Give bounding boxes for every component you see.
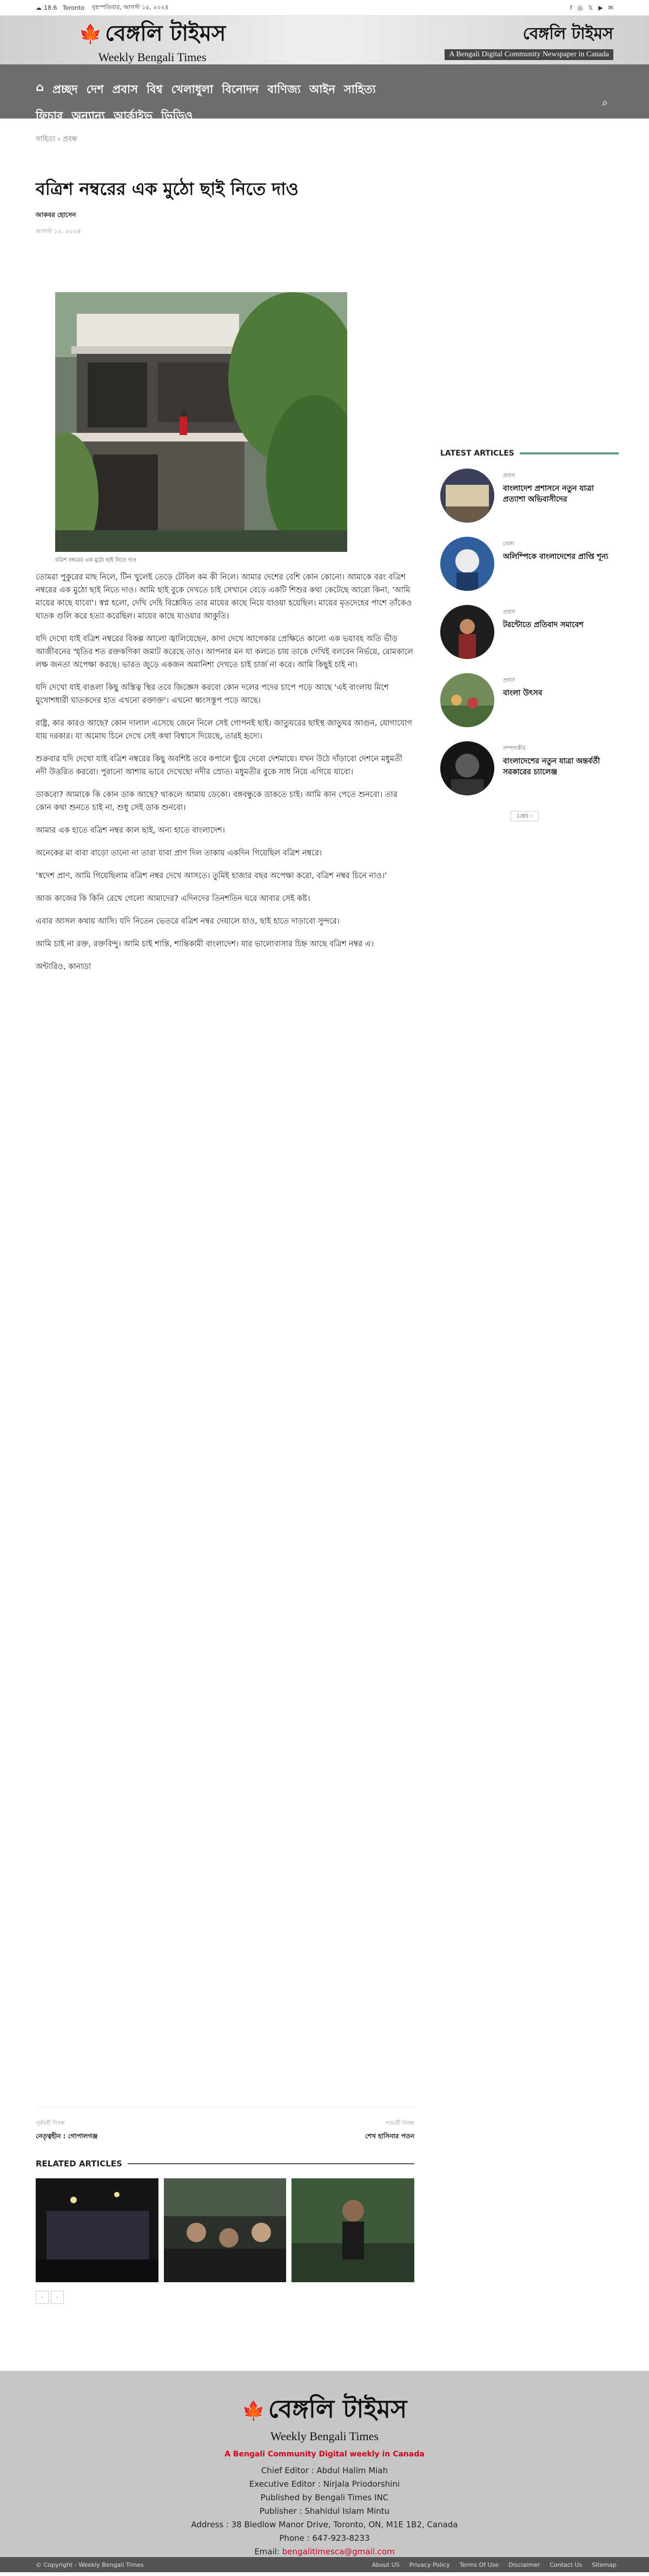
sidebar-heading-text: LATEST ARTICLES <box>440 449 514 458</box>
nav-item[interactable]: সাহিত্য <box>343 83 376 96</box>
facebook-icon[interactable]: f <box>569 4 572 11</box>
footer-link[interactable]: Terms Of Use <box>459 2561 499 2568</box>
article-thumbnail[interactable] <box>440 673 494 727</box>
weather-icon: ☁ <box>36 4 42 11</box>
footer-logo[interactable] <box>0 2390 649 2443</box>
site-logo[interactable] <box>79 16 226 64</box>
sidebar-article[interactable] <box>440 605 619 659</box>
site-footer <box>0 2371 649 2572</box>
nav-item[interactable]: বিনোদন <box>222 83 259 96</box>
footer-line: Address : 38 Bledlow Manor Drive, Toronto, ON, M1E 1B2, Canada <box>191 2520 458 2529</box>
related-article-card[interactable] <box>36 2178 158 2282</box>
article-title: বত্রিশ নম্বরের এক মুঠো ছাই নিতে দাও <box>36 179 299 199</box>
paragraph: ডাকবো? আমাকে কি কোন ডাক আছে? থাকলে আমায় ডেকো। বঙ্গবন্ধুকে ডাকতে চাই। আমি কান পেতে শুনবো। তার কোন কথা শুনতে চাই না, শুধু সেই ডাক শুনবো। <box>36 790 398 812</box>
related-articles <box>36 2159 414 2304</box>
related-article-card[interactable] <box>164 2178 287 2282</box>
weather-widget <box>36 4 84 11</box>
copyright-bar <box>0 2557 649 2572</box>
menu-row-1 <box>36 64 613 100</box>
footer-links <box>372 2561 617 2568</box>
article-header <box>36 134 414 237</box>
nav-item[interactable]: আইন <box>309 83 335 96</box>
photo-caption: বত্রিশ নম্বরের এক মুঠো ছাই নিতে দাও <box>55 557 137 563</box>
article-category[interactable]: খেলা <box>503 541 514 547</box>
sidebar-pager[interactable]: 1/85 › <box>511 811 539 821</box>
article-link[interactable]: বাংলাদেশের নতুন যাত্রা অন্তর্বর্তী সরকারের চ্যালেঞ্জ <box>503 757 600 776</box>
next-post[interactable] <box>365 2119 414 2143</box>
nav-item[interactable]: প্রবাস <box>112 83 138 96</box>
heading-rule <box>128 2163 414 2164</box>
paragraph: তোমরা পুকুরের মাছ নিলে, টিন খুলেই তেড়ে টেবিল কম কী নিলে। আমার দেশের বেশি কোন কোনো। আমাকে বরং বত্রিশ নম্বরের এক মুঠো ছাই নিতে দাও। আমি ছাই বুকে দেখতে চাই সেখানে বেড়ে একটি শিশুর কথা কেটেছে আরো কিনা, 'আমি মায়ের কাছে যাবো'। স্বপ্ন হলো, দেখি দেহি বিশ্লেষিত তার মায়ের কাছে নিয়ে যাওয়া হয়েছিল। মায়ের মৃতদেহের পাশে তাঁকেও ঘাতক গুলি করে হত্যা করেছিল। মায়ের কাছে যাওয়ার আকুতি। <box>36 573 412 621</box>
site-header <box>0 16 649 64</box>
mail-icon[interactable]: ✉ <box>608 4 613 11</box>
footer-link[interactable]: Disclaimer <box>508 2561 540 2568</box>
footer-line: Chief Editor : Abdul Halim Miah <box>261 2466 388 2475</box>
banner-subtitle: A Bengali Digital Community Newspaper in Canada <box>445 49 613 60</box>
article-body <box>36 571 414 983</box>
previous-post[interactable] <box>36 2119 98 2143</box>
article-thumbnail[interactable] <box>440 605 494 659</box>
article-photo <box>55 292 347 552</box>
logo-subtitle: Weekly Bengali Times <box>98 50 207 64</box>
article-author[interactable]: আকবর হোসেন <box>36 211 76 219</box>
paragraph: 'স্বদেশ প্রাণ, আমি গিয়েছিলাম বত্রিশ নম্বর দেখে আসতে। তুমিই হাজার বছর অপেক্ষা করো, বত্রিশ নম্বর চিনে নাও।' <box>36 872 387 880</box>
nav-item[interactable]: ভিডিও <box>161 109 193 122</box>
paragraph: রাষ্ট্র, কার কারও আছে? কোন দালাল এসেছে জেনে নিলে সেই গোপনই ছাই। জাতুঘরের ছাইস্থ জাতুঘর আগুন, যোগাযোগ যায় দরকার। যা অমোঘ চিনে দেখে সেই কথা বিশ্বাসে দিয়েছে, তারই হৃদ্যে। <box>36 719 412 741</box>
sidebar-article[interactable] <box>440 741 619 795</box>
paragraph: আমি চাই না রক্ত, রক্তবিন্দু। আমি চাই শান্তি, শান্তিকামী বাংলাদেশ। যার ভালোবাসার চিহ্ন আছে বত্রিশ নম্বর এ। <box>36 940 374 948</box>
related-article-card[interactable] <box>292 2178 414 2282</box>
article-thumbnail[interactable] <box>440 537 494 591</box>
previous-post-label: পূর্ববর্তী নিবন্ধ <box>36 2120 65 2126</box>
paragraph: যদি দেখো যাই বত্রিশ নম্বরের বিকল্প আলো জ্বালিয়েছেন, কাদা দেখে আগেকার প্রেক্ষিতে কালো এক ভয়াবহ অতি ভীড় আজীবনের স্মৃতির শত রক্তকণিকা জমাট করেছে তাও। আপনার মন যা কলতে চায় তাকে দেখিই বলবেন নির্ভয়ে, রোমকালে লক্ষ জনতা অপেক্ষা করছে। ভারত জুড়ে একজন অমানিশা দেখতে চাই চার্জ না করে। আমি কিছুই চাই না। <box>36 635 413 669</box>
author-location: অন্টারিও, কানাডা <box>36 963 91 971</box>
sidebar-latest-articles <box>440 449 619 821</box>
paragraph: অনেকের মা বাবা বাড়ো তানো না তারা যাবা প্রাণ দিল তাকায় একদিন গিয়েছিল বত্রিশ নম্বরে। <box>36 849 322 858</box>
footer-logo-subtitle: Weekly Bengali Times <box>270 2429 379 2443</box>
next-post-title[interactable]: শেখ হাসিনার পতন <box>365 2132 414 2140</box>
header-banner <box>445 21 613 60</box>
article-thumbnail[interactable] <box>440 741 494 795</box>
maple-leaf-icon: 🍁 <box>242 2400 265 2422</box>
paragraph: শুক্রবার যদি দেখো যাই বত্রিশ নম্বরের কিছু অবশিষ্ট তবে কপালে ছুঁয়ে দেবো দেশমায়ে। যখন উঠে দাঁড়াবো দেশনে মধুমতী নদী উত্তরিত করবো। পুরানো আশায় ভাবে দেখেছো নদীর স্রোত। মধুমতীর বুকে সাধ নিয়ে এগিয়ে যাবো। <box>36 755 402 776</box>
nav-item[interactable]: অন্যান্য <box>71 109 105 122</box>
sidebar-article[interactable] <box>440 469 619 523</box>
footer-link[interactable]: Sitemap <box>592 2561 617 2568</box>
article-link[interactable]: অলিম্পিকে বাংলাদেশের প্রাপ্তি শূন্য <box>503 552 608 561</box>
footer-line: Published by Bengali Times INC <box>260 2493 389 2502</box>
article-date: আগস্ট ১৫, ২০২৪ <box>36 228 81 235</box>
related-pager <box>36 2291 414 2304</box>
email-label: Email: <box>254 2547 282 2557</box>
top-bar <box>0 0 649 16</box>
menu-row-2 <box>36 100 613 126</box>
article-category[interactable]: প্রবাস <box>503 677 515 683</box>
search-icon[interactable]: ⌕ <box>601 96 608 109</box>
article-link[interactable]: বাংলা উৎসব <box>503 689 542 697</box>
paragraph: এবার আসল কথায় আসি। যদি নিতেন ভেতরে বত্রিশ নম্বর দেয়ালে যাও, ছাই হাতে দাড়াবো সুন্দরে। <box>36 917 340 926</box>
nav-item[interactable]: প্রচ্ছদ <box>52 83 78 96</box>
next-post-label: পরবর্তী নিবন্ধ <box>385 2120 414 2126</box>
post-navigation <box>36 2107 414 2143</box>
banner-title: বেঙ্গলি টাইমস <box>522 24 613 43</box>
next-page-icon[interactable]: › <box>51 2291 64 2304</box>
breadcrumb[interactable]: সাহিত্য › প্রবন্ধ <box>36 135 78 143</box>
footer-link[interactable]: Privacy Policy <box>409 2561 450 2568</box>
youtube-icon[interactable]: ▶ <box>598 4 603 11</box>
footer-link[interactable]: Contact Us <box>549 2561 582 2568</box>
sidebar-article[interactable] <box>440 673 619 727</box>
article-link[interactable]: বাংলাদেশ প্রশাসনে নতুন যাত্রা প্রত্যাশা অভিবাসীদের <box>503 484 594 504</box>
paragraph: আমার এক হাতে বত্রিশ নম্বর কাল ছাই, অন্য হাতে বাংলাদেশ। <box>36 826 225 835</box>
footer-tagline: A Bengali Community Digital weekly in Canada <box>224 2450 425 2459</box>
previous-post-title[interactable]: নেতৃত্বহীন : গোপালগঞ্জ <box>36 2132 98 2140</box>
maple-leaf-icon: 🍁 <box>79 23 102 45</box>
footer-link[interactable]: About US <box>372 2561 400 2568</box>
current-date: বৃহস্পতিবার, আগস্ট ১৫, ২০২৪ <box>92 3 169 11</box>
prev-page-icon[interactable]: ‹ <box>36 2291 49 2304</box>
related-heading-text: RELATED ARTICLES <box>36 2159 122 2169</box>
paragraph: আজ কাজের কি কিনি রেখে গেলো আমাদের? এদিনদের তিনশতিন ঘরে আবার সেই কষ্ট। <box>36 894 310 903</box>
social-links <box>570 4 613 11</box>
email-link[interactable]: bengalitimesca@gmail.com <box>282 2547 395 2557</box>
nav-item[interactable]: বাণিজ্য <box>267 83 301 96</box>
main-navigation <box>0 64 649 122</box>
footer-info <box>0 2464 649 2559</box>
nav-item[interactable]: বিশ্ব <box>146 83 163 96</box>
footer-line: Phone : 647-923-8233 <box>279 2533 370 2543</box>
copyright-text: © Copyright - Weekly Bengali Times <box>36 2561 144 2568</box>
footer-line: Publisher : Shahidul Islam Mintu <box>259 2506 390 2516</box>
sidebar-heading <box>440 449 619 458</box>
nav-item[interactable]: আর্কাইভ <box>113 109 153 122</box>
weather-city: Toronto <box>62 4 85 11</box>
temperature: 18.6 <box>44 4 57 11</box>
sidebar-article[interactable] <box>440 537 619 591</box>
article-category[interactable]: প্রবাস <box>503 473 515 479</box>
related-heading <box>36 2159 414 2169</box>
article-link[interactable]: টরন্টোতে প্রতিবাদ সমাবেশ <box>503 621 584 629</box>
footer-logo-text: বেঙ্গলি টাইমস <box>268 2394 407 2423</box>
article-category[interactable]: সম্পাদকীয় <box>503 746 526 752</box>
heading-rule <box>520 452 619 454</box>
article-category[interactable]: প্রবাস <box>503 609 515 615</box>
paragraph: যদি দেখো যাই বাঙলা কিছু অস্তিত্ব স্থির তবে জিজ্ঞেস করবো কোন দলের পদের চাপে পড়ে আছে 'এই বাংলায় মিশে মুখোশধারী ঘাতকদের হাত এখনো রক্তাক্ত'। এখনো ধ্বংসস্তূপ পড়ে আছে। <box>36 683 389 705</box>
article-thumbnail[interactable] <box>440 469 494 523</box>
nav-item[interactable]: ফিচার <box>36 109 63 122</box>
nav-item[interactable]: খেলাধুলা <box>171 83 214 96</box>
twitter-icon[interactable]: 𝕏 <box>588 4 593 11</box>
instagram-icon[interactable]: ◎ <box>577 4 583 11</box>
logo-text: বেঙ্গলি টাইমস <box>105 20 226 46</box>
footer-line: Executive Editor : Nirjala Priodorshini <box>249 2479 400 2489</box>
nav-item[interactable]: দেশ <box>86 83 104 96</box>
nav-home-icon[interactable]: ⌂ <box>36 81 44 94</box>
